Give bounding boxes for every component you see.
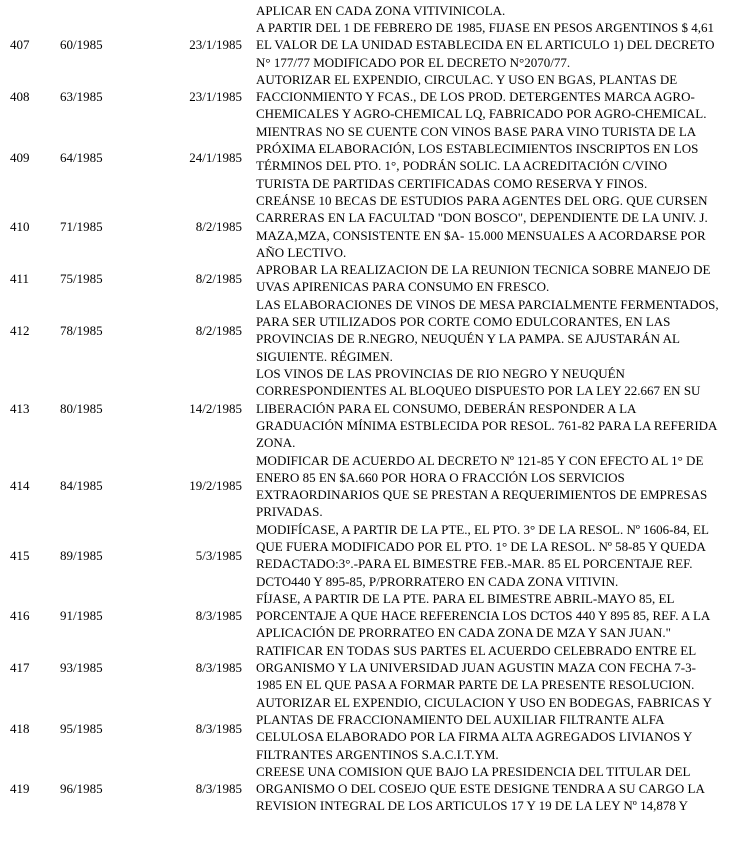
resolution-date: 14/2/1985	[189, 400, 242, 416]
row-number: 416	[10, 608, 30, 624]
description-line: 1985 EN EL QUE PASA A FORMAR PARTE DE LA PRESENTE RESOLUCION.	[256, 677, 695, 693]
table-row	[0, 261, 752, 296]
table-row	[0, 296, 752, 365]
resolution-date: 24/1/1985	[189, 149, 242, 165]
description-line: AUTORIZAR EL EXPENDIO, CIRCULAC. Y USO EN BGAS, PLANTAS DE	[256, 71, 678, 87]
row-number: 419	[10, 781, 30, 797]
row-number: 417	[10, 660, 30, 676]
table-row	[0, 192, 752, 261]
resolution-description	[256, 642, 752, 694]
description-line: FACCIONMIENTO Y FCAS., DE LOS PROD. DETERGENTES MARCA AGRO-	[256, 89, 695, 105]
table-row	[0, 763, 752, 815]
description-line: MAZA,MZA, CONSISTENTE EN $A- 15.000 MENSUALES A ACORDARSE POR	[256, 227, 706, 243]
description-line: PRIVADAS.	[256, 504, 323, 520]
description-line: APLICACIÓN DE PRORRATEO EN CADA ZONA DE MZA Y SAN JUAN."	[256, 625, 671, 641]
resolution-date: 23/1/1985	[189, 37, 242, 53]
resolution-description	[256, 590, 752, 642]
resolution-number: 60/1985	[60, 37, 103, 53]
description-line: FÍJASE, A PARTIR DE LA PTE. PARA EL BIMESTRE ABRIL-MAYO 85, EL	[256, 590, 675, 606]
resolution-date: 8/2/1985	[195, 270, 242, 286]
description-line: GRADUACIÓN MÍNIMA ESTBLECIDA POR RESOL. 761-82 PARA LA REFERIDA	[256, 417, 718, 433]
resolution-description	[256, 694, 752, 763]
resolution-date: 23/1/1985	[189, 89, 242, 105]
description-line: PROVINCIAS DE R.NEGRO, NEUQUÉN Y LA PAMPA. SE AJUSTARÁN AL	[256, 331, 680, 347]
resolution-number: 75/1985	[60, 270, 103, 286]
resolution-number: 80/1985	[60, 400, 103, 416]
description-line: LAS ELABORACIONES DE VINOS DE MESA PARCIALMENTE FERMENTADOS,	[256, 296, 719, 312]
resolution-description	[256, 192, 752, 261]
row-number: 415	[10, 547, 30, 563]
description-line: MODIFICAR DE ACUERDO AL DECRETO Nº 121-85 Y CON EFECTO AL 1° DE	[256, 452, 704, 468]
description-line: RATIFICAR EN TODAS SUS PARTES EL ACUERDO CELEBRADO ENTRE EL	[256, 642, 697, 658]
row-number: 408	[10, 89, 30, 105]
resolution-date: 8/3/1985	[195, 781, 242, 797]
resolution-description	[256, 365, 752, 451]
description-line: TÉRMINOS DEL PTO. 1°, PODRÁN SOLIC. LA ACREDITACIÓN C/VINO	[256, 158, 668, 174]
resolution-number: 63/1985	[60, 89, 103, 105]
description-line: AÑO LECTIVO.	[256, 244, 347, 260]
row-number: 414	[10, 478, 30, 494]
description-line: UVAS APIRENICAS PARA CONSUMO EN FRESCO.	[256, 279, 550, 295]
description-line: REDACTADO:3°.-PARA EL BIMESTRE FEB.-MAR. 85 EL PORCENTAJE REF.	[256, 556, 693, 572]
row-number: 407	[10, 37, 30, 53]
description-line: REVISION INTEGRAL DE LOS ARTICULOS 17 Y 19 DE LA LEY Nº 14,878 Y	[256, 798, 688, 814]
resolution-date: 8/2/1985	[195, 218, 242, 234]
description-line: LOS VINOS DE LAS PROVINCIAS DE RIO NEGRO Y NEUQUÉN	[256, 366, 625, 381]
resolution-description	[256, 123, 752, 192]
resolution-number: 96/1985	[60, 781, 103, 797]
resolution-date: 5/3/1985	[195, 547, 242, 563]
description-line: PRÓXIMA ELABORACIÓN, LOS ESTABLECIMIENTOS INSCRIPTOS EN LOS	[256, 141, 699, 157]
table-row	[0, 642, 752, 694]
description-line: A PARTIR DEL 1 DE FEBRERO DE 1985, FIJASE EN PESOS ARGENTINOS $ 4,61	[256, 20, 714, 35]
description-line: ZONA.	[256, 435, 296, 451]
continued-text-line: APLICAR EN CADA ZONA VITIVINICOLA.	[256, 3, 506, 18]
description-line: DCTO440 Y 895-85, P/PRORRATERO EN CADA ZONA VITIVIN.	[256, 573, 619, 589]
resolution-number: 95/1985	[60, 720, 103, 736]
description-line: CORRESPONDIENTES AL BLOQUEO DISPUESTO POR LA LEY 22.667 EN SU	[256, 383, 701, 399]
description-line: PARA SER UTILIZADOS POR CORTE COMO EDULCORANTES, EN LAS	[256, 314, 671, 330]
resolution-description	[256, 296, 752, 365]
description-line: SIGUIENTE. RÉGIMEN.	[256, 348, 393, 364]
resolution-date: 19/2/1985	[189, 478, 242, 494]
description-line: ENERO 85 EN $A.660 POR HORA O FRACCIÓN LOS SERVICIOS	[256, 469, 625, 485]
resolution-description	[256, 261, 752, 296]
description-line: QUE FUERA MODIFICADO POR EL PTO. 1° DE LA RESOL. Nº 58-85 Y QUEDA	[256, 538, 706, 554]
row-number: 418	[10, 720, 30, 736]
description-line: CREESE UNA COMISION QUE BAJO LA PRESIDENCIA DEL TITULAR DEL	[256, 763, 691, 779]
description-line: CREÁNSE 10 BECAS DE ESTUDIOS PARA AGENTES DEL ORG. QUE CURSEN	[256, 193, 708, 208]
resolution-date: 8/3/1985	[195, 608, 242, 624]
row-number: 409	[10, 149, 30, 165]
description-line: ORGANISMO O DEL COSEJO QUE ESTE DESIGNE TENDRA A SU CARGO LA	[256, 781, 705, 797]
description-line: LIBERACIÓN PARA EL CONSUMO, DEBERÁN RESPONDER A LA	[256, 400, 637, 416]
row-number: 412	[10, 322, 30, 338]
description-line: EXTRAORDINARIOS QUE SE PRESTAN A REQUERIMIENTOS DE EMPRESAS	[256, 487, 708, 503]
description-line: CELULOSA ELABORADO POR LA FIRMA ALTA AGREGADOS LIVIANOS Y	[256, 729, 693, 745]
description-line: MODIFÍCASE, A PARTIR DE LA PTE., EL PTO. 3° DE LA RESOL. Nº 1606-84, EL	[256, 521, 709, 537]
description-line: FILTRANTES ARGENTINOS S.A.C.I.T.YM.	[256, 746, 499, 762]
description-line: PLANTAS DE FRACCIONAMIENTO DEL AUXILIAR FILTRANTE ALFA	[256, 711, 665, 727]
description-line: CARRERAS EN LA FACULTAD "DON BOSCO", DEPENDIENTE DE LA UNIV. J.	[256, 210, 708, 226]
table-row	[0, 365, 752, 452]
description-line: TURISTA DE PARTIDAS CERTIFICADAS COMO RESERVA Y FINOS.	[256, 175, 648, 191]
resolution-description	[256, 763, 752, 815]
description-line: ORGANISMO Y LA UNIVERSIDAD JUAN AGUSTIN MAZA CON FECHA 7-3-	[256, 660, 696, 676]
resolution-description	[256, 19, 752, 71]
resolution-date: 8/2/1985	[195, 322, 242, 338]
table-row	[0, 521, 752, 590]
resolution-number: 91/1985	[60, 608, 103, 624]
table-row	[0, 694, 752, 763]
resolution-number: 89/1985	[60, 547, 103, 563]
table-row	[0, 590, 752, 642]
description-line: MIENTRAS NO SE CUENTE CON VINOS BASE PARA VINO TURISTA DE LA	[256, 123, 697, 139]
description-line: EL VALOR DE LA UNIDAD ESTABLECIDA EN EL ARTICULO 1) DEL DECRETO	[256, 37, 715, 53]
resolution-number: 64/1985	[60, 149, 103, 165]
row-number: 411	[10, 270, 30, 286]
row-number: 413	[10, 400, 30, 416]
table-row	[0, 452, 752, 521]
resolution-description	[256, 452, 752, 521]
resolution-description	[256, 71, 752, 123]
table-row	[0, 71, 752, 123]
resolution-date: 8/3/1985	[195, 660, 242, 676]
resolution-number: 78/1985	[60, 322, 103, 338]
resolution-date: 8/3/1985	[195, 720, 242, 736]
description-line: N° 177/77 MODIFICADO POR EL DECRETO N°2070/77.	[256, 54, 571, 70]
description-line: CHEMICALES Y AGRO-CHEMICAL LQ, FABRICADO POR AGRO-CHEMICAL.	[256, 106, 707, 122]
table-row	[0, 123, 752, 192]
resolution-number: 84/1985	[60, 478, 103, 494]
description-line: PORCENTAJE A QUE HACE REFERENCIA LOS DCTOS 440 Y 895 85, REF. A LA	[256, 608, 711, 624]
resolution-number: 93/1985	[60, 660, 103, 676]
table-row	[0, 19, 752, 71]
resolution-number: 71/1985	[60, 218, 103, 234]
resolution-description	[256, 521, 752, 590]
description-line: AUTORIZAR EL EXPENDIO, CICULACION Y USO EN BODEGAS, FABRICAS Y	[256, 694, 712, 710]
description-line: APROBAR LA REALIZACION DE LA REUNION TECNICA SOBRE MANEJO DE	[256, 262, 711, 278]
row-number: 410	[10, 218, 30, 234]
